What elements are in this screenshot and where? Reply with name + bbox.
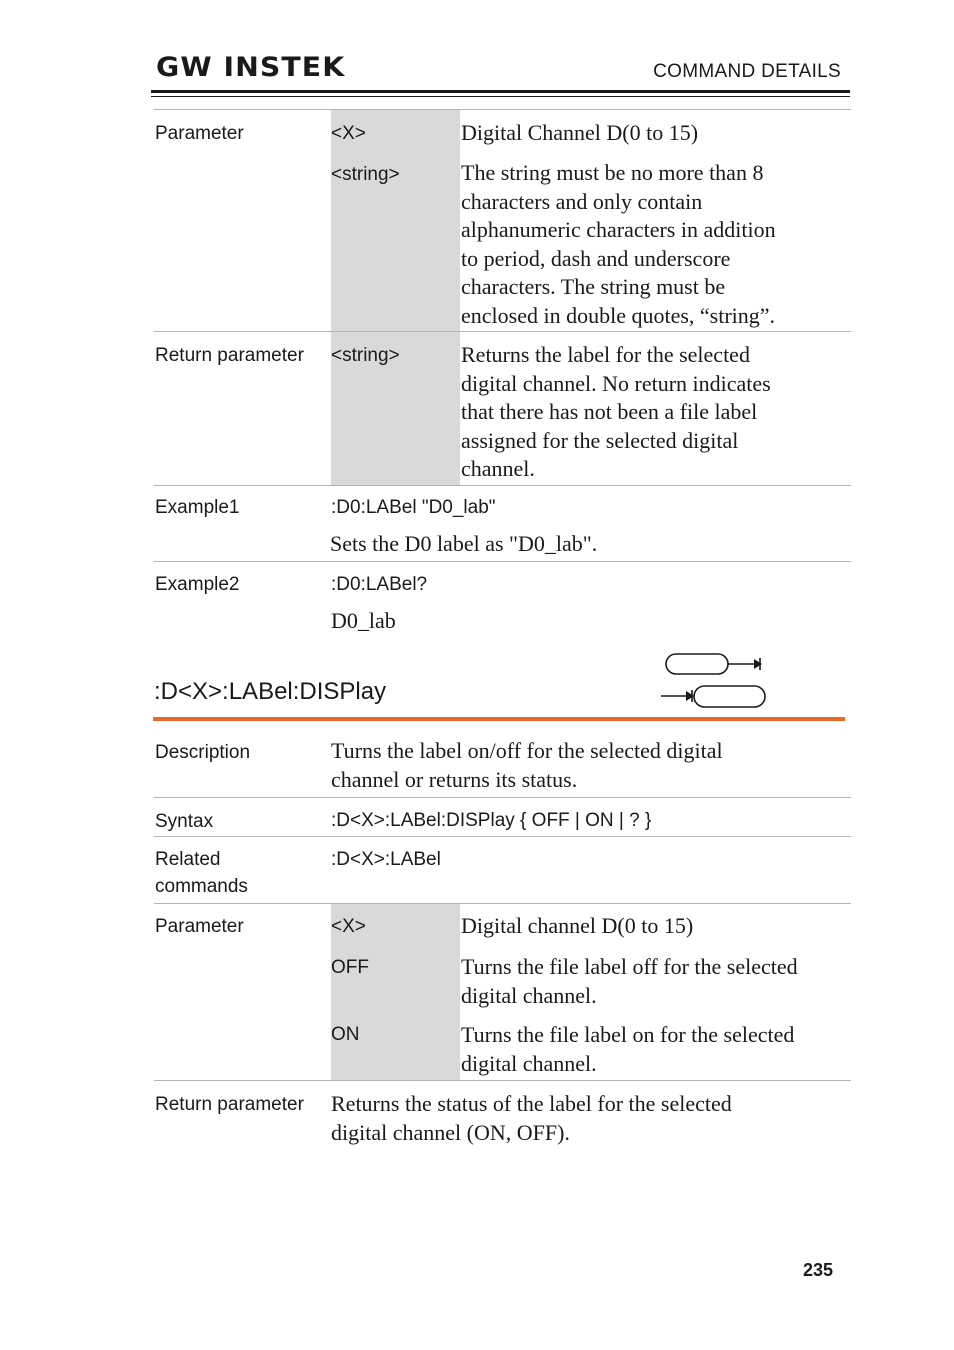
syntax-text: :D<X>:LABel:DISPlay { OFF | ON | ? } — [331, 810, 652, 831]
related-commands-label: Related commands — [155, 849, 248, 897]
header-rule-thin — [151, 96, 850, 97]
param-desc: The string must be no more than 8 characters and only contain alphanumeric characters in addition to period, dash and underscore characters. The string must be enclosed in double quotes, “string”. — [461, 160, 776, 328]
related-command: :D<X>:LABel — [331, 849, 441, 870]
param-name: ON — [331, 1024, 360, 1045]
table-divider — [154, 797, 851, 798]
example2-command: :D0:LABel? — [331, 574, 428, 595]
table-divider — [154, 561, 851, 562]
table-divider — [154, 109, 851, 110]
section-accent-rule — [153, 717, 845, 721]
table-divider — [154, 331, 851, 332]
example1-label: Example1 — [155, 497, 240, 518]
description-text: Turns the label on/off for the selected digital channel or returns its status. — [331, 738, 723, 792]
return-parameter-label: Return parameter — [155, 345, 304, 366]
header-rule — [151, 90, 850, 93]
param-desc: Turns the file label off for the selected digital channel. — [461, 954, 798, 1008]
table-divider — [154, 836, 851, 837]
param-desc: Digital channel D(0 to 15) — [461, 913, 694, 938]
return-desc: Returns the label for the selected digital channel. No return indicates that there has not been a file label assigned for the selected digital channel. — [461, 342, 771, 481]
brand-logo: GW INSTEK — [156, 52, 346, 83]
example1-desc: Sets the D0 label as "D0_lab". — [330, 531, 598, 556]
page-number: 235 — [802, 1260, 833, 1280]
command-title: :D<X>:LABel:DISPlay — [154, 678, 387, 705]
syntax-label: Syntax — [155, 811, 214, 832]
parameter-label: Parameter — [155, 916, 244, 937]
return-desc: Returns the status of the label for the selected digital channel (ON, OFF). — [331, 1091, 732, 1145]
description-label: Description — [155, 742, 251, 763]
return-name: <string> — [331, 345, 400, 366]
param-desc: Turns the file label on for the selected digital channel. — [461, 1022, 795, 1076]
set-query-icon — [658, 650, 770, 712]
param-name: <X> — [331, 916, 366, 937]
parameter-label: Parameter — [155, 123, 244, 144]
table-divider — [154, 903, 851, 904]
param-name: <string> — [331, 164, 400, 185]
example2-label: Example2 — [155, 574, 240, 595]
example1-command: :D0:LABel "D0_lab" — [331, 497, 496, 518]
return-parameter-label: Return parameter — [155, 1094, 304, 1115]
example2-response: D0_lab — [331, 608, 396, 633]
table-divider — [154, 485, 851, 486]
table-divider — [154, 1080, 851, 1081]
section-heading: COMMAND DETAILS — [653, 61, 841, 82]
param-name: OFF — [331, 957, 369, 978]
param-name: <X> — [331, 123, 366, 144]
param-desc: Digital Channel D(0 to 15) — [461, 120, 699, 145]
